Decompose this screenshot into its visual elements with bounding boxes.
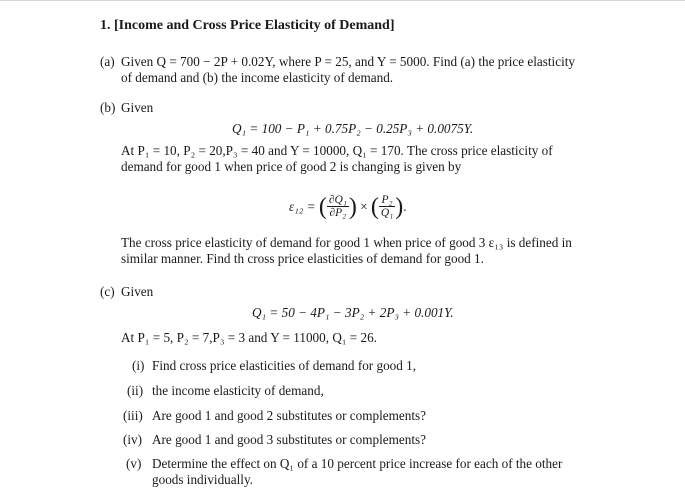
- formula-num-2: P₂: [379, 194, 395, 207]
- part-b-cross-line2: similar manner. Find th cross price elasticities of demand for good 1.: [121, 251, 484, 266]
- problem-title: 1. [Income and Cross Price Elasticity of Demand]: [100, 18, 395, 33]
- formula-end: .: [403, 198, 407, 214]
- item-num: (v): [126, 456, 142, 471]
- item-num: (iii): [123, 408, 143, 423]
- formula-den-1: ∂P₂: [329, 207, 347, 220]
- item-text: Determine the effect on Q₁ of a 10 percent price increase for each of the other: [152, 456, 563, 471]
- item-num: (ii): [127, 383, 144, 398]
- item-num: (iv): [123, 432, 143, 447]
- item-text: Find cross price elasticities of demand for good 1,: [152, 358, 417, 373]
- part-a-line1: Given Q = 700 − 2P + 0.02Y, where P = 25, and Y = 5000. Find (a) the price elasticity: [121, 54, 575, 69]
- part-b-given: Given: [121, 100, 154, 115]
- formula-num-1: ∂Q₁: [328, 194, 347, 207]
- part-a-label: (a): [100, 54, 115, 69]
- part-c-at-line: At P₁ = 5, P₂ = 7,P₃ = 3 and Y = 11000, Q₁ = 26.: [121, 330, 377, 345]
- item-num: (i): [132, 358, 145, 373]
- cross-elasticity-formula: ε₁₂ = ( $\frac{\text{∂Q₁}}{\text{∂P₂}}$ ) × ( $\frac{\text{P₂}}{\text{Q₁}}$ ).: [289, 193, 407, 220]
- top-divider: [0, 0, 685, 1]
- part-b-equation: Q₁ = 100 − P₁ + 0.75P₂ − 0.25P₃ + 0.0075Y.: [232, 121, 474, 136]
- formula-lhs: ε₁₂ =: [289, 198, 316, 214]
- formula-fraction-2: [379, 194, 395, 219]
- part-a-line2: of demand and (b) the income elasticity of demand.: [121, 70, 394, 85]
- part-b-at-line2: demand for good 1 when price of good 2 is changing is given by: [121, 159, 462, 174]
- item-text: Are good 1 and good 3 substitutes or complements?: [152, 432, 426, 447]
- item-text: the income elasticity of demand,: [152, 383, 324, 398]
- formula-fraction-1: [327, 194, 349, 219]
- item-text: Are good 1 and good 2 substitutes or complements?: [152, 408, 426, 423]
- part-c-given: Given: [121, 284, 154, 299]
- part-c-label: (c): [100, 284, 115, 299]
- formula-times: ×: [360, 198, 368, 214]
- part-b-cross-line1: The cross price elasticity of demand for good 1 when price of good 3 ε₁₃ is defined in: [121, 235, 572, 250]
- part-c-equation: Q₁ = 50 − 4P₁ − 3P₂ + 2P₃ + 0.001Y.: [252, 305, 454, 320]
- part-b-label: (b): [100, 100, 116, 115]
- part-b-at-line1: At P₁ = 10, P₂ = 20,P₃ = 40 and Y = 10000, Q₁ = 170. The cross price elasticity of: [121, 143, 553, 158]
- formula-den-2: Q₁: [380, 207, 394, 220]
- item-text-continuation: goods individually.: [152, 472, 253, 487]
